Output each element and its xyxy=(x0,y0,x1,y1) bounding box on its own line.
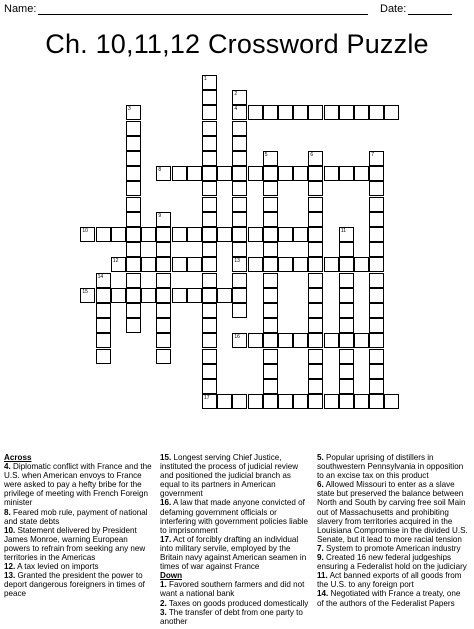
grid-cell[interactable] xyxy=(232,181,247,196)
clue-item-text: The transfer of debt from one party to another xyxy=(160,607,303,626)
grid-cell[interactable] xyxy=(369,303,384,318)
grid-cell[interactable] xyxy=(156,333,171,348)
grid-cell[interactable] xyxy=(126,303,141,318)
grid-cell[interactable] xyxy=(202,394,217,409)
clue-number: 6 xyxy=(310,152,314,158)
grid-cell[interactable] xyxy=(232,197,247,212)
grid-cell[interactable] xyxy=(308,257,323,272)
grid-cell[interactable] xyxy=(308,242,323,257)
clue-item xyxy=(317,589,469,607)
grid-cell[interactable] xyxy=(293,227,308,242)
grid-cell[interactable] xyxy=(263,288,278,303)
clue-item xyxy=(4,571,152,598)
clue-item xyxy=(160,535,310,571)
grid-cell[interactable] xyxy=(339,273,354,288)
clue-item xyxy=(160,599,310,608)
grid-cell[interactable] xyxy=(187,166,202,181)
grid-cell[interactable] xyxy=(172,257,187,272)
grid-cell[interactable] xyxy=(263,257,278,272)
grid-cell[interactable] xyxy=(278,227,293,242)
clue-item xyxy=(4,562,152,571)
clue-number: 11 xyxy=(340,228,346,234)
grid-cell[interactable] xyxy=(369,242,384,257)
down-list-continued xyxy=(317,453,469,608)
name-label: Name: xyxy=(4,3,37,15)
clue-number: 5 xyxy=(264,152,268,158)
grid-cell[interactable] xyxy=(263,227,278,242)
grid-cell[interactable] xyxy=(308,212,323,227)
name-field[interactable] xyxy=(38,14,368,15)
clue-item-text: Taxes on goods produced domestically xyxy=(166,598,309,608)
grid-cell[interactable] xyxy=(232,257,247,272)
grid-cell[interactable] xyxy=(369,181,384,196)
grid-cell[interactable] xyxy=(202,364,217,379)
grid-cell[interactable] xyxy=(156,318,171,333)
grid-cell[interactable] xyxy=(308,227,323,242)
grid-cell[interactable] xyxy=(80,227,95,242)
clue-number: 9 xyxy=(158,212,162,219)
grid-cell[interactable] xyxy=(308,303,323,318)
grid-cell[interactable] xyxy=(111,227,126,242)
grid-cell[interactable] xyxy=(202,303,217,318)
clue-item-text: Created 16 new federal judgeships ensuring a Federalist hold on the judiciary xyxy=(317,553,467,572)
grid-cell[interactable] xyxy=(217,227,232,242)
grid-cell[interactable] xyxy=(354,166,369,181)
clue-item-number: 6. xyxy=(317,480,324,490)
grid-cell[interactable] xyxy=(369,349,384,364)
clue-number: 13 xyxy=(234,258,240,265)
grid-cell[interactable] xyxy=(354,257,369,272)
clue-number: 16 xyxy=(234,334,240,341)
grid-cell[interactable] xyxy=(156,257,171,272)
grid-cell[interactable] xyxy=(369,166,384,181)
clues-across-column xyxy=(4,453,152,599)
grid-cell[interactable] xyxy=(202,151,217,166)
clue-item-text: Popular uprising of distillers in southwestern Pennsylvania in opposition to an excise tax on this product xyxy=(317,453,464,481)
clue-number: 14 xyxy=(97,273,104,280)
grid-cell[interactable] xyxy=(339,288,354,303)
grid-cell[interactable] xyxy=(202,273,217,288)
clue-number: 4 xyxy=(234,106,238,113)
grid-cell[interactable] xyxy=(308,273,323,288)
grid-cell[interactable] xyxy=(217,288,232,303)
grid-cell[interactable] xyxy=(293,333,308,348)
clue-item-number: 3. xyxy=(160,607,167,617)
grid-cell[interactable] xyxy=(232,121,247,136)
grid-cell[interactable] xyxy=(141,227,156,242)
grid-cell[interactable] xyxy=(232,90,247,105)
grid-cell[interactable] xyxy=(263,349,278,364)
grid-cell[interactable] xyxy=(187,227,202,242)
clues-middle-column xyxy=(160,453,310,626)
grid-cell[interactable] xyxy=(354,333,369,348)
grid-cell[interactable] xyxy=(126,318,141,333)
grid-cell[interactable] xyxy=(263,333,278,348)
clue-item-number: 17. xyxy=(160,534,172,544)
grid-cell[interactable] xyxy=(172,288,187,303)
clue-number: 10 xyxy=(82,228,88,234)
grid-cell[interactable] xyxy=(308,394,323,409)
across-list xyxy=(4,462,152,598)
grid-cell[interactable] xyxy=(96,333,111,348)
clue-number: 1 xyxy=(204,76,207,82)
grid-cell[interactable] xyxy=(202,181,217,196)
clue-item-number: 11. xyxy=(317,571,328,581)
grid-cell[interactable] xyxy=(369,151,384,166)
grid-cell[interactable] xyxy=(96,288,111,303)
clue-item-number: 5. xyxy=(317,453,324,462)
grid-cell[interactable] xyxy=(248,257,263,272)
clue-number: 15 xyxy=(82,288,88,295)
clue-item-text: Favored southern farmers and did not want a national bank xyxy=(160,580,305,599)
clue-item-number: 7. xyxy=(317,543,324,553)
grid-cell[interactable] xyxy=(126,181,141,196)
grid-cell[interactable] xyxy=(263,197,278,212)
grid-cell[interactable] xyxy=(369,257,384,272)
grid-cell[interactable] xyxy=(369,364,384,379)
grid-cell[interactable] xyxy=(308,379,323,394)
grid-cell[interactable] xyxy=(96,318,111,333)
clue-item-text: Longest serving Chief Justice, instituted the process of judicial review and positioned the judicial branch as equal to its partners in American government xyxy=(160,453,299,499)
grid-cell[interactable] xyxy=(369,394,384,409)
grid-cell[interactable] xyxy=(232,333,247,348)
grid-cell[interactable] xyxy=(293,394,308,409)
grid-cell[interactable] xyxy=(278,166,293,181)
grid-cell[interactable] xyxy=(369,105,384,120)
clue-item xyxy=(160,608,310,626)
date-label: Date: xyxy=(380,3,407,15)
grid-cell[interactable] xyxy=(96,227,111,242)
grid-cell[interactable] xyxy=(156,303,171,318)
grid-cell[interactable] xyxy=(141,257,156,272)
grid-cell[interactable] xyxy=(263,273,278,288)
clue-item-number: 10. xyxy=(4,525,16,535)
grid-cell[interactable] xyxy=(308,349,323,364)
clue-item xyxy=(317,453,469,480)
grid-cell[interactable] xyxy=(141,288,156,303)
grid-cell[interactable] xyxy=(156,273,171,288)
grid-cell[interactable] xyxy=(339,333,354,348)
grid-cell[interactable] xyxy=(232,303,247,318)
grid-cell[interactable] xyxy=(202,105,217,120)
clue-item xyxy=(317,480,469,544)
grid-cell[interactable] xyxy=(324,105,339,120)
grid-cell[interactable] xyxy=(308,166,323,181)
clue-number: 3 xyxy=(128,106,131,113)
clue-item-number: 16. xyxy=(160,498,172,508)
grid-cell[interactable] xyxy=(202,242,217,257)
clue-item xyxy=(160,580,310,598)
grid-cell[interactable] xyxy=(126,227,141,242)
clue-item-text: Granted the president the power to deport dangerous foreigners in times of peace xyxy=(4,571,145,599)
grid-cell[interactable] xyxy=(96,303,111,318)
grid-cell[interactable] xyxy=(217,394,232,409)
grid-cell[interactable] xyxy=(369,197,384,212)
grid-cell[interactable] xyxy=(202,333,217,348)
grid-cell[interactable] xyxy=(126,288,141,303)
grid-cell[interactable] xyxy=(202,75,217,90)
grid-cell[interactable] xyxy=(232,136,247,151)
grid-cell[interactable] xyxy=(339,364,354,379)
grid-cell[interactable] xyxy=(202,212,217,227)
clue-item-number: 4. xyxy=(4,462,11,472)
clue-item-text: Diplomatic conflict with France and the U.S. when American envoys to France were asked to pay a hefty bribe for the privilege of meeting with French Foreign minister xyxy=(4,462,152,508)
grid-cell[interactable] xyxy=(232,288,247,303)
clue-item-number: 15. xyxy=(160,453,172,462)
grid-cell[interactable] xyxy=(339,349,354,364)
clue-item-text: Negotiated with France a treaty, one of the authors of the Federalist Papers xyxy=(317,589,461,608)
grid-cell[interactable] xyxy=(308,181,323,196)
grid-cell[interactable] xyxy=(202,90,217,105)
grid-cell[interactable] xyxy=(232,212,247,227)
grid-cell[interactable] xyxy=(339,227,354,242)
clue-item-number: 2. xyxy=(160,598,167,608)
grid-cell[interactable] xyxy=(308,197,323,212)
grid-cell[interactable] xyxy=(202,166,217,181)
grid-cell[interactable] xyxy=(126,242,141,257)
grid-cell[interactable] xyxy=(202,197,217,212)
grid-cell[interactable] xyxy=(339,166,354,181)
clue-item-text: Feared mob rule, payment of national and state debts xyxy=(4,507,148,526)
grid-cell[interactable] xyxy=(248,394,263,409)
clue-item-number: 8. xyxy=(4,507,11,517)
grid-cell[interactable] xyxy=(96,273,111,288)
grid-cell[interactable] xyxy=(384,105,399,120)
grid-cell[interactable] xyxy=(308,333,323,348)
grid-cell[interactable] xyxy=(126,151,141,166)
grid-cell[interactable] xyxy=(126,136,141,151)
grid-cell[interactable] xyxy=(263,364,278,379)
grid-cell[interactable] xyxy=(369,318,384,333)
grid-cell[interactable] xyxy=(126,197,141,212)
grid-cell[interactable] xyxy=(369,288,384,303)
grid-cell[interactable] xyxy=(263,181,278,196)
clue-item xyxy=(160,498,310,534)
clue-item xyxy=(4,508,152,526)
grid-cell[interactable] xyxy=(278,105,293,120)
clue-number: 7 xyxy=(371,152,374,158)
grid-cell[interactable] xyxy=(293,166,308,181)
grid-cell[interactable] xyxy=(187,257,202,272)
clue-item-text: Act banned exports of all goods from the U.S. to any foreign port xyxy=(317,571,462,590)
grid-cell[interactable] xyxy=(156,288,171,303)
grid-cell[interactable] xyxy=(384,394,399,409)
across-list-continued xyxy=(160,453,310,571)
clue-item-text: A law that made anyone convicted of defaming government officials or interfering with government policies liable to imprisonment xyxy=(160,498,309,535)
clue-number: 17 xyxy=(204,395,210,402)
grid-cell[interactable] xyxy=(126,273,141,288)
grid-cell[interactable] xyxy=(156,227,171,242)
date-field[interactable] xyxy=(408,14,452,15)
grid-cell[interactable] xyxy=(96,349,111,364)
grid-cell[interactable] xyxy=(263,166,278,181)
grid-cell[interactable] xyxy=(156,166,171,181)
clue-item xyxy=(317,553,469,571)
grid-cell[interactable] xyxy=(187,288,202,303)
grid-cell[interactable] xyxy=(263,379,278,394)
grid-cell[interactable] xyxy=(339,318,354,333)
grid-cell[interactable] xyxy=(80,288,95,303)
clue-item-text: Statement delivered by President James Monroe, warning European powers to refrain from seeking any new territories in the Americas xyxy=(4,525,146,563)
clue-number: 8 xyxy=(158,167,162,174)
clue-item xyxy=(4,462,152,507)
grid-cell[interactable] xyxy=(202,379,217,394)
grid-cell[interactable] xyxy=(263,105,278,120)
grid-cell[interactable] xyxy=(202,318,217,333)
grid-cell[interactable] xyxy=(248,105,263,120)
grid-cell[interactable] xyxy=(232,227,247,242)
clue-number: 2 xyxy=(234,91,238,98)
down-heading: Down xyxy=(160,571,183,581)
grid-cell[interactable] xyxy=(202,349,217,364)
clue-item-number: 12. xyxy=(4,562,16,572)
grid-cell[interactable] xyxy=(111,257,126,272)
grid-cell[interactable] xyxy=(324,333,339,348)
grid-cell[interactable] xyxy=(111,288,126,303)
grid-cell[interactable] xyxy=(308,318,323,333)
grid-cell[interactable] xyxy=(263,242,278,257)
grid-cell[interactable] xyxy=(126,212,141,227)
grid-cell[interactable] xyxy=(202,121,217,136)
grid-cell[interactable] xyxy=(202,227,217,242)
grid-cell[interactable] xyxy=(369,379,384,394)
grid-cell[interactable] xyxy=(202,257,217,272)
grid-cell[interactable] xyxy=(172,227,187,242)
clue-item xyxy=(160,453,310,498)
grid-cell[interactable] xyxy=(354,394,369,409)
grid-cell[interactable] xyxy=(339,257,354,272)
grid-cell[interactable] xyxy=(308,288,323,303)
grid-cell[interactable] xyxy=(369,212,384,227)
clue-item-number: 1. xyxy=(160,580,167,590)
grid-cell[interactable] xyxy=(339,105,354,120)
across-heading: Across xyxy=(4,453,32,462)
clue-item-text: A tax levied on imports xyxy=(15,562,99,572)
grid-cell[interactable] xyxy=(369,333,384,348)
grid-cell[interactable] xyxy=(324,166,339,181)
grid-cell[interactable] xyxy=(293,257,308,272)
clue-item-text: System to promote American industry xyxy=(323,543,461,553)
clue-item-text: Allowed Missouri to enter as a slave state but preserved the balance between North and South by carving free soil Main out of Massachusetts and prohibiting slavery from territories acquired in the Louisiana Compromise in the divided U.S. Senate, but it lead to more racial tension xyxy=(317,480,468,544)
grid-cell[interactable] xyxy=(339,242,354,257)
grid-cell[interactable] xyxy=(156,349,171,364)
grid-cell[interactable] xyxy=(278,394,293,409)
grid-cell[interactable] xyxy=(232,151,247,166)
clue-number: 12 xyxy=(112,258,119,265)
grid-cell[interactable] xyxy=(232,105,247,120)
grid-cell[interactable] xyxy=(324,394,339,409)
grid-cell[interactable] xyxy=(278,257,293,272)
grid-cell[interactable] xyxy=(369,273,384,288)
grid-cell[interactable] xyxy=(232,394,247,409)
grid-cell[interactable] xyxy=(232,242,247,257)
clue-item-text: Act of forcibly drafting an individual into military servile, employed by the Britain navy against American seamen in times of war against France xyxy=(160,534,307,572)
grid-cell[interactable] xyxy=(172,166,187,181)
grid-cell[interactable] xyxy=(308,151,323,166)
grid-cell[interactable] xyxy=(248,227,263,242)
grid-cell[interactable] xyxy=(202,288,217,303)
grid-cell[interactable] xyxy=(232,273,247,288)
grid-cell[interactable] xyxy=(232,166,247,181)
grid-cell[interactable] xyxy=(339,394,354,409)
grid-cell[interactable] xyxy=(263,212,278,227)
grid-cell[interactable] xyxy=(293,105,308,120)
grid-cell[interactable] xyxy=(126,105,141,120)
clue-item-number: 9. xyxy=(317,553,324,563)
grid-cell[interactable] xyxy=(126,121,141,136)
grid-cell[interactable] xyxy=(354,105,369,120)
grid-cell[interactable] xyxy=(156,242,171,257)
grid-cell[interactable] xyxy=(308,364,323,379)
grid-cell[interactable] xyxy=(324,257,339,272)
grid-cell[interactable] xyxy=(263,303,278,318)
page-title: Ch. 10,11,12 Crossword Puzzle xyxy=(45,29,429,59)
grid-cell[interactable] xyxy=(263,318,278,333)
grid-cell[interactable] xyxy=(263,394,278,409)
grid-cell[interactable] xyxy=(126,166,141,181)
clue-item xyxy=(317,544,469,553)
grid-cell[interactable] xyxy=(202,136,217,151)
clues-right-column xyxy=(317,453,469,608)
grid-cell[interactable] xyxy=(217,166,232,181)
grid-cell[interactable] xyxy=(339,303,354,318)
grid-cell[interactable] xyxy=(248,166,263,181)
grid-cell[interactable] xyxy=(339,379,354,394)
clue-item-number: 14. xyxy=(317,589,329,599)
grid-cell[interactable] xyxy=(278,333,293,348)
down-list xyxy=(160,580,310,625)
grid-cell[interactable] xyxy=(369,227,384,242)
clue-item xyxy=(317,571,469,589)
clue-item xyxy=(4,526,152,562)
grid-cell[interactable] xyxy=(308,105,323,120)
grid-cell[interactable] xyxy=(156,212,171,227)
grid-cell[interactable] xyxy=(126,257,141,272)
grid-cell[interactable] xyxy=(263,151,278,166)
clue-item-number: 13. xyxy=(4,571,16,581)
grid-cell[interactable] xyxy=(248,333,263,348)
